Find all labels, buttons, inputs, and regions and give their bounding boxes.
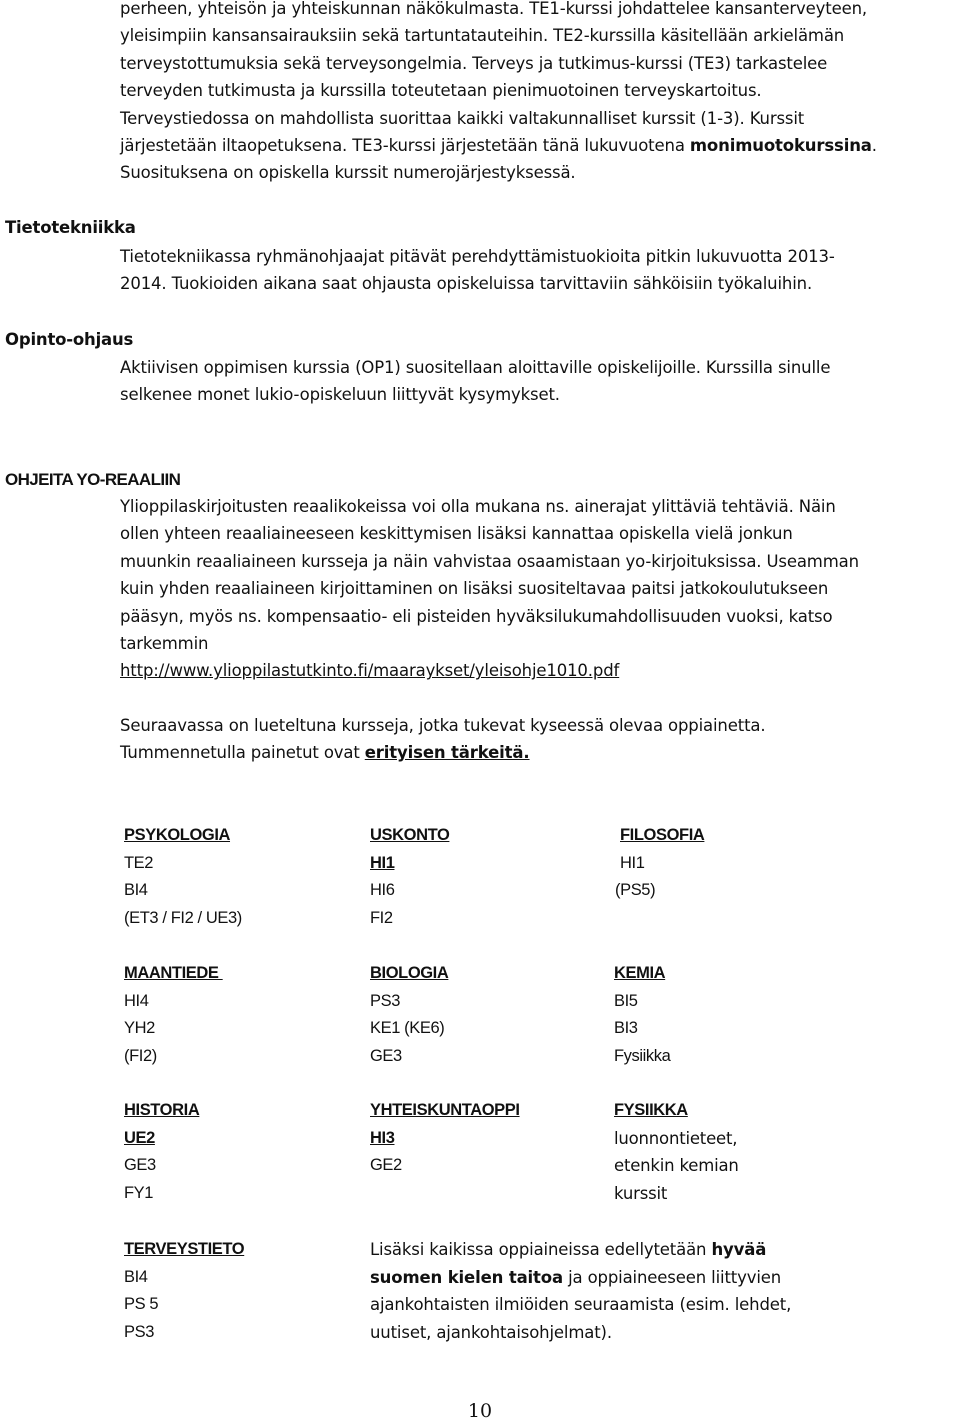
course-item: luonnontieteet, — [614, 1128, 738, 1148]
subject-kemia — [614, 960, 670, 1070]
subject-title: YHTEISKUNTAOPPI — [370, 1101, 520, 1119]
course-item: (ET3 / FI2 / UE3) — [124, 908, 242, 927]
course-item: GE3 — [124, 1156, 156, 1174]
text-line: terveyden tutkimusta ja kurssilla toteutetaan pienimuotoinen terveyskartoitus. — [120, 81, 762, 101]
text-line: terveystottumuksia sekä terveysongelmia. Terveys ja tutkimus-kurssi (TE3) tarkastelee — [120, 53, 828, 73]
tietotekniikka-description — [120, 243, 935, 298]
course-item: PS 5 — [124, 1295, 159, 1313]
text-line — [370, 1264, 890, 1292]
text-line: perheen, yhteisön ja yhteiskunnan näkökulmasta. TE1-kurssi johdattelee kansanterveyteen, — [120, 0, 867, 18]
bold-text: monimuotokurssina — [689, 136, 872, 156]
subject-title: FILOSOFIA — [620, 826, 705, 844]
language-skills-note — [370, 1236, 890, 1346]
subject-yhteiskuntaoppi — [370, 1097, 520, 1180]
course-item: HI6 — [370, 881, 395, 899]
section-heading-opinto-ohjaus: Opinto-ohjaus — [5, 330, 134, 349]
course-item: etenkin kemian — [614, 1156, 739, 1175]
text-line: Aktiivisen oppimisen kurssia (OP1) suositellaan aloittaville opiskelijoille. Kurssilla sinulle — [120, 358, 831, 377]
course-item-important: UE2 — [124, 1128, 155, 1147]
course-item-important: HI3 — [370, 1128, 395, 1147]
bold-underlined-text: erityisen tärkeitä. — [364, 743, 530, 763]
course-item: YH2 — [124, 1019, 155, 1037]
subject-historia — [124, 1097, 199, 1207]
subject-filosofia — [615, 822, 704, 905]
page-number: 10 — [467, 1400, 493, 1422]
bold-text: suomen kielen taitoa — [370, 1267, 563, 1287]
subject-title: FYSIIKKA — [614, 1101, 688, 1119]
text-line: pääsyn, myös ns. kompensaatio- eli pisteiden hyväksilukumahdollisuuden vuoksi, katso — [120, 606, 833, 626]
text-line: Tietotekniikassa ryhmänohjaajat pitävät perehdyttämistuokioita pitkin lukuvuotta 2013- — [120, 247, 835, 266]
subject-title: USKONTO — [370, 826, 450, 844]
course-item: PS3 — [124, 1322, 154, 1341]
text-line: Seuraavassa on lueteltuna kursseja, jotka tukevat kyseessä olevaa oppiainetta. — [120, 716, 766, 735]
subject-title: BIOLOGIA — [370, 964, 449, 982]
subject-title: KEMIA — [614, 964, 666, 982]
course-item: GE3 — [370, 1046, 402, 1065]
course-item: FI2 — [370, 908, 393, 927]
text-line: 2014. Tuokioiden aikana saat ohjausta opiskeluissa tarvittaviin sähköisiin työkaluihin. — [120, 274, 813, 294]
course-item: FY1 — [124, 1183, 154, 1202]
subject-terveystieto — [124, 1236, 244, 1346]
course-list-intro — [120, 712, 935, 767]
course-item: KE1 (KE6) — [370, 1019, 445, 1037]
subject-biologia — [370, 960, 448, 1070]
subject-maantiede — [124, 960, 223, 1070]
text-run: järjestetään iltaopetuksena. TE3-kurssi järjestetään tänä lukuvuotena — [120, 136, 690, 156]
course-item: HI4 — [124, 991, 149, 1010]
course-item: GE2 — [370, 1156, 402, 1174]
yo-reaali-description — [120, 493, 935, 685]
bold-text: hyvää — [711, 1240, 767, 1259]
text-line: Suosituksena on opiskella kurssit numerojärjestyksessä. — [120, 163, 576, 183]
text-run: Tummennetulla painetut ovat — [120, 743, 365, 763]
text-line — [120, 657, 935, 684]
text-line: tarkemmin — [120, 634, 209, 654]
section-heading-tietotekniikka: Tietotekniikka — [5, 218, 136, 237]
text-line: kuin yhden reaaliaineen kirjoittaminen on lisäksi suositeltavaa paitsi jatkokoulutukseen — [120, 579, 829, 599]
yleisohje-link[interactable]: http://www.ylioppilastutkinto.fi/maaraykset/yleisohje1010.pdf — [120, 661, 620, 681]
course-item: (PS5) — [615, 881, 656, 899]
text-line: Ylioppilaskirjoitusten reaalikokeissa voi olla mukana ns. ainerajat ylittäviä tehtäviä. Näin — [120, 497, 836, 516]
text-line: ajankohtaisten ilmiöiden seuraamista (esim. lehdet, — [370, 1295, 792, 1314]
course-item: BI5 — [614, 991, 638, 1010]
text-line: yleisimpiin kansansairauksiin sekä tartuntatauteihin. TE2-kurssilla käsitellään arkielämän — [120, 26, 845, 46]
subject-psykologia — [124, 822, 242, 932]
opinto-ohjaus-description — [120, 354, 935, 409]
text-line: uutiset, ajankohtaisohjelmat). — [370, 1322, 612, 1342]
subject-fysiikka — [614, 1097, 739, 1207]
subject-title: TERVEYSTIETO — [124, 1240, 245, 1258]
text-run: ja oppiaineeseen liittyvien — [562, 1267, 782, 1287]
text-line: selkenee monet lukio-opiskeluun liittyvät kysymykset. — [120, 385, 560, 405]
subject-title: HISTORIA — [124, 1101, 200, 1119]
subject-uskonto — [370, 822, 449, 932]
course-item: kurssit — [614, 1183, 668, 1203]
subject-title: PSYKOLOGIA — [124, 826, 231, 844]
text-line: muunkin reaaliaineen kursseja ja näin vahvistaa osaamistaan yo-kirjoituksissa. Useamman — [120, 551, 859, 571]
text-line: ollen yhteen reaaliaineeseen keskittymisen lisäksi kannattaa opiskella vielä jonkun — [120, 524, 793, 544]
text-run: . — [871, 136, 877, 156]
course-item: TE2 — [124, 853, 154, 872]
course-item: BI3 — [614, 1019, 638, 1037]
course-item: BI4 — [124, 1267, 148, 1286]
text-line: Terveystiedossa on mahdollista suorittaa kaikki valtakunnalliset kurssit (1-3). Kurssit — [120, 108, 805, 128]
course-item: PS3 — [370, 991, 400, 1010]
terveystieto-description — [120, 0, 935, 187]
course-item: HI1 — [620, 853, 645, 872]
text-line — [120, 132, 935, 159]
course-item: Fysiikka — [614, 1046, 671, 1065]
course-item: BI4 — [124, 881, 148, 899]
subject-title: MAANTIEDE — [124, 964, 223, 982]
text-run: Lisäksi kaikissa oppiaineissa edellytetään — [370, 1240, 712, 1259]
text-line — [120, 739, 935, 766]
section-heading-yo-reaali: OHJEITA YO-REAALIIN — [5, 470, 181, 489]
course-item: (FI2) — [124, 1046, 157, 1065]
course-item-important: HI1 — [370, 853, 395, 872]
text-line — [370, 1236, 890, 1264]
